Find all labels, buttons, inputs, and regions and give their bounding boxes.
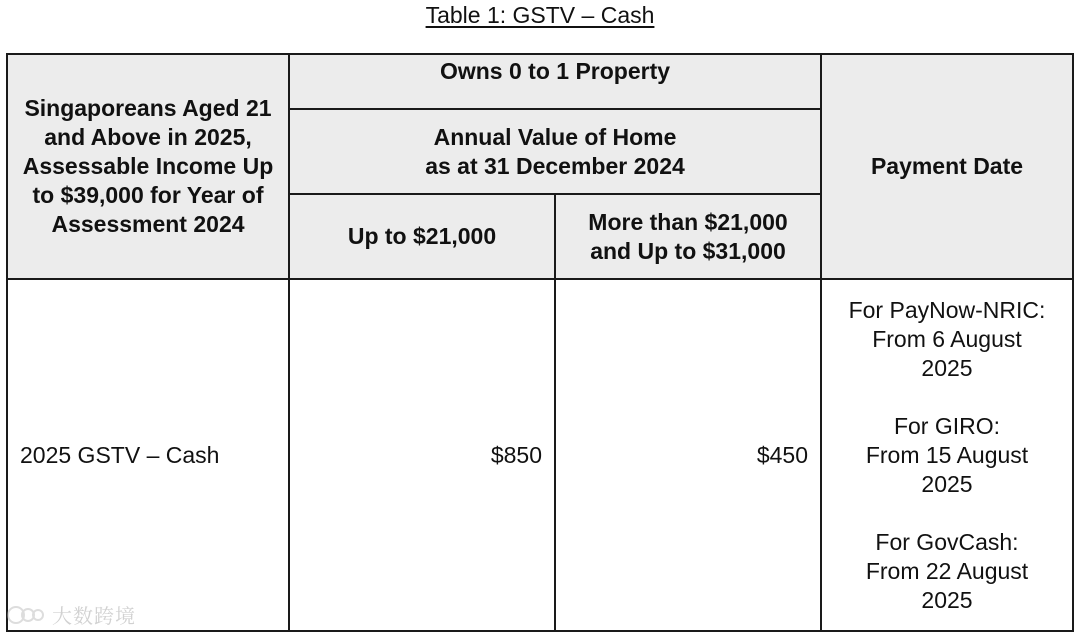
header-tier-2-line-1: More than $21,000 — [588, 208, 788, 235]
payment-dates-cell — [821, 279, 1073, 631]
tier-2-amount: $450 — [756, 441, 808, 468]
tier-2-amount-cell — [555, 279, 821, 631]
header-annual-value-line-2: as at 31 December 2024 — [425, 152, 685, 179]
row-label: 2025 GSTV – Cash — [20, 441, 220, 468]
table-title: Table 1: GSTV – Cash — [425, 2, 655, 28]
paynow-date-line-1: From 6 August — [872, 325, 1022, 352]
paynow-date-line-2: 2025 — [921, 354, 973, 381]
header-property — [289, 54, 821, 109]
spacer — [830, 383, 1064, 412]
govcash-date-line-1: From 22 August — [865, 557, 1029, 584]
header-eligibility — [7, 54, 289, 279]
header-payment-date-text: Payment Date — [870, 153, 1024, 179]
header-eligibility-text: Singaporeans Aged 21 and Above in 2025, Assessable Income Up to $39,000 for Year of Assessment 2024 — [22, 95, 274, 237]
spacer — [830, 499, 1064, 528]
giro-method: For GIRO: — [893, 412, 1001, 439]
watermark — [6, 600, 136, 629]
table-row — [7, 279, 1073, 631]
header-annual-value-line-1: Annual Value of Home — [433, 123, 677, 150]
tier-1-amount-cell — [289, 279, 555, 631]
paynow-method: For PayNow-NRIC: — [848, 296, 1046, 323]
header-annual-value — [289, 109, 821, 194]
tier-1-amount: $850 — [490, 441, 542, 468]
header-tier-2 — [555, 194, 821, 279]
row-label-cell — [7, 279, 289, 631]
header-payment-date — [821, 54, 1073, 279]
header-tier-1 — [289, 194, 555, 279]
brand-logo-icon — [6, 603, 46, 627]
giro-date-line-1: From 15 August — [865, 441, 1029, 468]
header-tier-2-line-2: and Up to $31,000 — [590, 237, 786, 264]
giro-date-line-2: 2025 — [921, 470, 973, 497]
govcash-date-line-2: 2025 — [921, 586, 973, 613]
watermark-text: 大数跨境 — [52, 604, 136, 628]
govcash-method: For GovCash: — [875, 528, 1019, 555]
header-tier-1-text: Up to $21,000 — [347, 223, 497, 249]
gstv-cash-table — [6, 53, 1074, 632]
header-property-text: Owns 0 to 1 Property — [439, 58, 671, 84]
